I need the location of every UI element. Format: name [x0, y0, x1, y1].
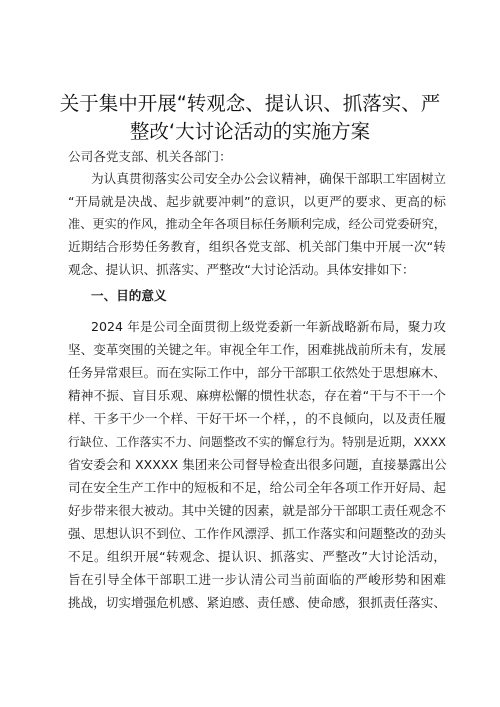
- intro-line: 为认真贯彻落实公司安全办公会议精神，确保干部职工牢固树立: [91, 171, 446, 186]
- paragraph-line: 强、思想认识不到位、工作作风漂浮、抓工作落实和问题整改的劲头: [68, 526, 446, 541]
- paragraph-line: 不足。组织开展“转观念、提认识、抓落实、严整改”大讨论活动，: [68, 549, 446, 564]
- paragraph-line: 司在安全生产工作中的短板和不足，给公司全年各项工作开好局、起: [68, 480, 446, 495]
- paragraph-line: 坚、变革突围的关键之年。审视全年工作，困难挑战前所未有，发展: [68, 342, 446, 357]
- intro-line: 观念、提认识、抓落实、严整改“大讨论活动。具体安排如下：: [68, 262, 415, 277]
- paragraph-line: 好步带来很大被动。其中关键的因素，就是部分干部职工责任观念不: [68, 503, 446, 518]
- intro-line: 准、更实的作风，推动全年各项目标任务顺利完成，经公司党委研究，: [68, 217, 446, 231]
- paragraph-line: 2024 年是公司全面贯彻上级党委新一年新战略新布局，聚力攻: [91, 319, 446, 334]
- paragraph-line: 样、干多干少一个样、干好干坏一个样，，的不良倾向，以及责任履: [68, 411, 446, 426]
- paragraph-line: 行缺位、工作落实不力、问题整改不实的懈怠行为。特别是近期，XXXX: [68, 435, 446, 449]
- document-title-line-2: 整改‘大讨论活动的实施方案: [129, 120, 371, 143]
- intro-line: “开局就是决战、起步就要冲刺”的意识，以更严的要求、更高的标: [68, 194, 446, 209]
- paragraph-line: 任务异常艰巨。而在实际工作中，部分干部职工依然处于思想麻木、: [68, 365, 446, 380]
- paragraph-line: 挑战，切实增强危机感、紧迫感、责任感、使命感，狠抓责任落实、: [68, 595, 446, 610]
- paragraph-line: 精神不振、盲目乐观、麻痹松懈的惯性状态，存在着“干与不干一个: [68, 388, 446, 403]
- paragraph-line: 省安委会和 XXXXX 集团来公司督导检查出很多问题，直接暴露出公: [68, 457, 447, 472]
- salutation: 公司各党支部、机关各部门：: [68, 149, 232, 164]
- document-title-line-1: 关于集中开展“转观念、提认识、抓落实、严: [59, 92, 441, 115]
- paragraph-line: 旨在引导全体干部职工进一步认清公司当前面临的严峻形势和困难: [68, 572, 446, 587]
- section-heading: 一、目的意义: [91, 288, 167, 303]
- intro-line: 近期结合形势任务教育，组织各党支部、机关部门集中开展一次“转: [68, 239, 446, 254]
